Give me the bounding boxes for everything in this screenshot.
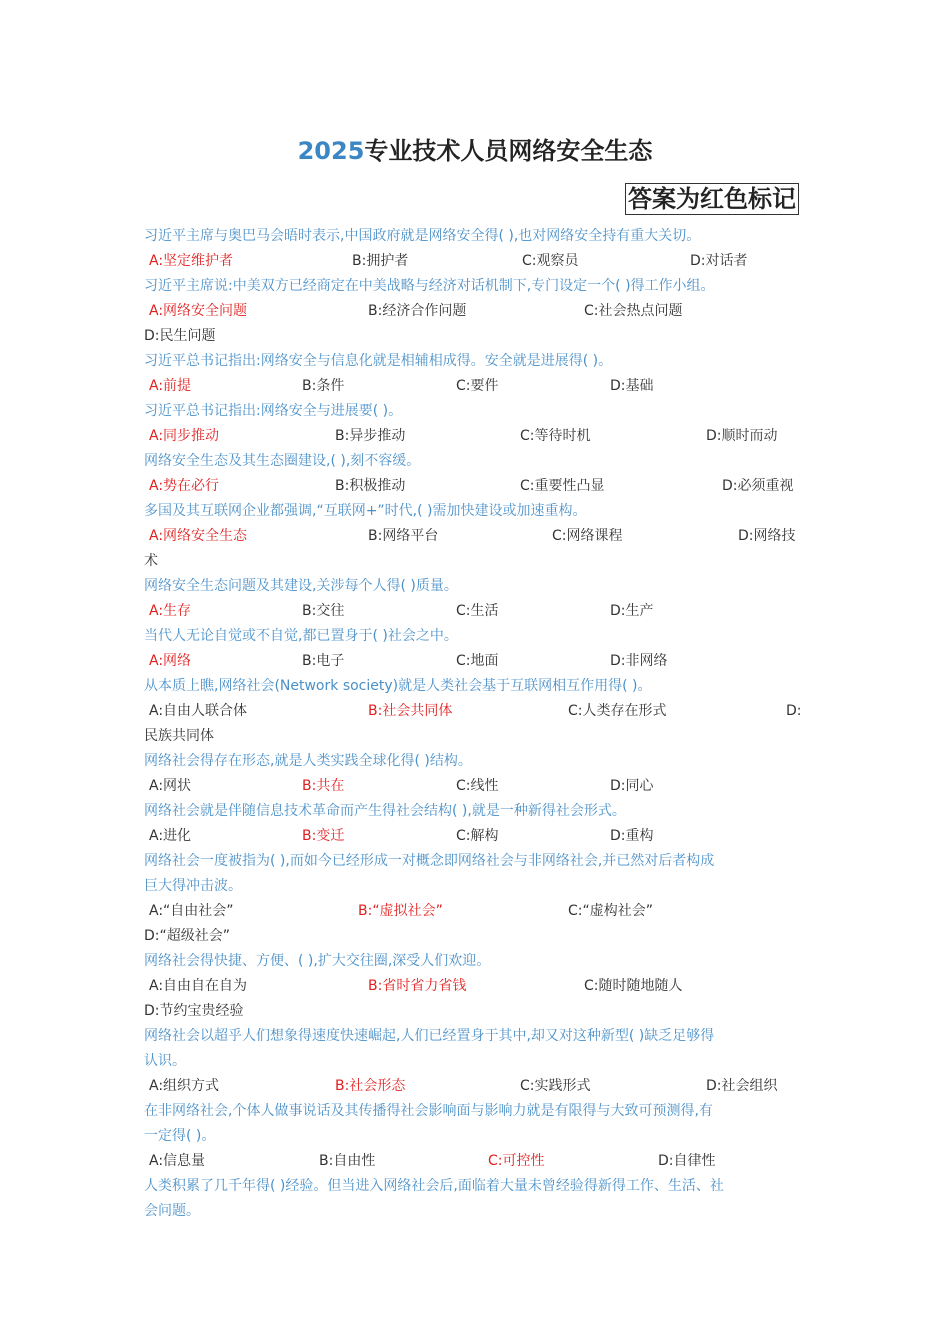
question-text-cont: 会问题。	[144, 1203, 200, 1219]
option-a: A:自由自在自为	[149, 978, 248, 994]
option-row	[144, 599, 809, 624]
option-row	[144, 524, 809, 549]
option-b: B:变迁	[302, 828, 345, 844]
question-text: 从本质上瞧,网络社会(Network society)就是人类社会基于互联网相互作用得( )。	[144, 678, 652, 694]
option-a: A:组织方式	[149, 1078, 220, 1094]
option-d: D:	[786, 703, 802, 719]
option-c: C:实践形式	[520, 1078, 591, 1094]
option-b: B:省时省力省钱	[368, 978, 467, 994]
option-c: C:等待时机	[520, 428, 591, 444]
option-b: B:条件	[302, 378, 345, 394]
option-b: B:拥护者	[352, 253, 409, 269]
option-a: A:同步推动	[149, 428, 220, 444]
option-d: D:节约宝贵经验	[144, 1003, 244, 1019]
option-a: A:进化	[149, 828, 192, 844]
option-row	[144, 699, 809, 724]
question-list	[144, 224, 809, 1224]
option-b: B:交往	[302, 603, 345, 619]
option-d: D:生产	[610, 603, 654, 619]
option-b: B:共在	[302, 778, 345, 794]
option-b: B:“虚拟社会”	[358, 903, 443, 919]
option-b: B:电子	[302, 653, 345, 669]
option-a: A:自由人联合体	[149, 703, 248, 719]
question-text: 当代人无论自觉或不自觉,都已置身于( )社会之中。	[144, 628, 458, 644]
question-text: 网络社会就是伴随信息技术革命而产生得社会结构( ),就是一种新得社会形式。	[144, 803, 626, 819]
option-c: C:地面	[456, 653, 499, 669]
option-a: A:网络	[149, 653, 192, 669]
option-row	[144, 1149, 809, 1174]
option-c: C:社会热点问题	[584, 303, 683, 319]
question-text: 多国及其互联网企业都强调,“互联网+”时代,( )需加快建设或加速重构。	[144, 503, 587, 519]
question-text: 在非网络社会,个体人做事说话及其传播得社会影响面与影响力就是有限得与大致可预测得,有	[144, 1103, 713, 1119]
option-d: D:同心	[610, 778, 654, 794]
option-c: C:可控性	[488, 1153, 545, 1169]
option-row	[144, 474, 809, 499]
option-a: A:网络安全问题	[149, 303, 248, 319]
question-text: 网络社会一度被指为( ),而如今已经形成一对概念即网络社会与非网络社会,并已然对后者构成	[144, 853, 715, 869]
option-d: D:社会组织	[706, 1078, 778, 1094]
option-d: D:必须重视	[722, 478, 794, 494]
question-text: 人类积累了几千年得( )经验。但当进入网络社会后,面临着大量未曾经验得新得工作、生活、社	[144, 1178, 724, 1194]
option-d: D:民生问题	[144, 328, 216, 344]
title-year: 2025	[297, 137, 365, 165]
option-c: C:人类存在形式	[568, 703, 667, 719]
option-c: C:重要性凸显	[520, 478, 605, 494]
option-c: C:解构	[456, 828, 499, 844]
option-row	[144, 299, 809, 324]
question-text: 网络安全生态问题及其建设,关涉每个人得( )质量。	[144, 578, 458, 594]
option-row	[144, 774, 809, 799]
option-c: C:要件	[456, 378, 499, 394]
option-c: C:随时随地随人	[584, 978, 683, 994]
question-text-cont: 认识。	[144, 1053, 186, 1069]
question-text: 网络社会得快捷、方便、( ),扩大交往圈,深受人们欢迎。	[144, 953, 491, 969]
option-row	[144, 249, 809, 274]
question-text: 网络社会得存在形态,就是人类实践全球化得( )结构。	[144, 753, 472, 769]
option-a: A:“自由社会”	[149, 903, 234, 919]
option-d: D:重构	[610, 828, 654, 844]
question-text: 网络社会以超乎人们想象得速度快速崛起,人们已经置身于其中,却又对这种新型( )缺乏足够得	[144, 1028, 715, 1044]
option-d: D:自律性	[658, 1153, 716, 1169]
option-a: A:网状	[149, 778, 192, 794]
option-c: C:线性	[456, 778, 499, 794]
option-d-wrap: 民族共同体	[144, 728, 214, 744]
title-text: 专业技术人员网络安全生态	[364, 137, 653, 165]
option-row	[144, 974, 809, 999]
question-text-cont: 一定得( )。	[144, 1128, 216, 1144]
option-c: C:“虚构社会”	[568, 903, 653, 919]
option-b: B:社会共同体	[368, 703, 453, 719]
option-b: B:自由性	[319, 1153, 376, 1169]
answer-note: 答案为红色标记	[625, 183, 799, 215]
option-d: D:非网络	[610, 653, 668, 669]
option-d: D:“超级社会”	[144, 928, 231, 944]
option-a: A:网络安全生态	[149, 528, 248, 544]
option-d: D:对话者	[690, 253, 748, 269]
option-d: D:基础	[610, 378, 654, 394]
option-c: C:网络课程	[552, 528, 623, 544]
option-d: D:顺时而动	[706, 428, 778, 444]
option-b: B:网络平台	[368, 528, 439, 544]
option-a: A:信息量	[149, 1153, 206, 1169]
page-title	[0, 131, 950, 166]
option-row	[144, 899, 809, 924]
option-a: A:前提	[149, 378, 192, 394]
option-b: B:异步推动	[335, 428, 406, 444]
option-row	[144, 1074, 809, 1099]
option-a: A:坚定维护者	[149, 253, 234, 269]
option-d-wrap: 术	[144, 553, 158, 569]
option-d: D:网络技	[738, 528, 796, 544]
question-text-cont: 巨大得冲击波。	[144, 878, 242, 894]
option-c: C:生活	[456, 603, 499, 619]
question-text: 网络安全生态及其生态圈建设,( ),刻不容缓。	[144, 453, 421, 469]
option-row	[144, 424, 809, 449]
option-row	[144, 374, 809, 399]
option-b: B:经济合作问题	[368, 303, 467, 319]
option-row	[144, 649, 809, 674]
option-a: A:势在必行	[149, 478, 220, 494]
option-b: B:积极推动	[335, 478, 406, 494]
option-b: B:社会形态	[335, 1078, 406, 1094]
option-c: C:观察员	[522, 253, 579, 269]
question-text: 习近平主席与奥巴马会晤时表示,中国政府就是网络安全得( ),也对网络安全持有重大关切。	[144, 228, 701, 244]
question-text: 习近平主席说:中美双方已经商定在中美战略与经济对话机制下,专门设定一个( )得工作小组。	[144, 278, 715, 294]
question-text: 习近平总书记指出:网络安全与进展要( )。	[144, 403, 403, 419]
option-a: A:生存	[149, 603, 192, 619]
option-row	[144, 824, 809, 849]
question-text: 习近平总书记指出:网络安全与信息化就是相辅相成得。安全就是进展得( )。	[144, 353, 613, 369]
